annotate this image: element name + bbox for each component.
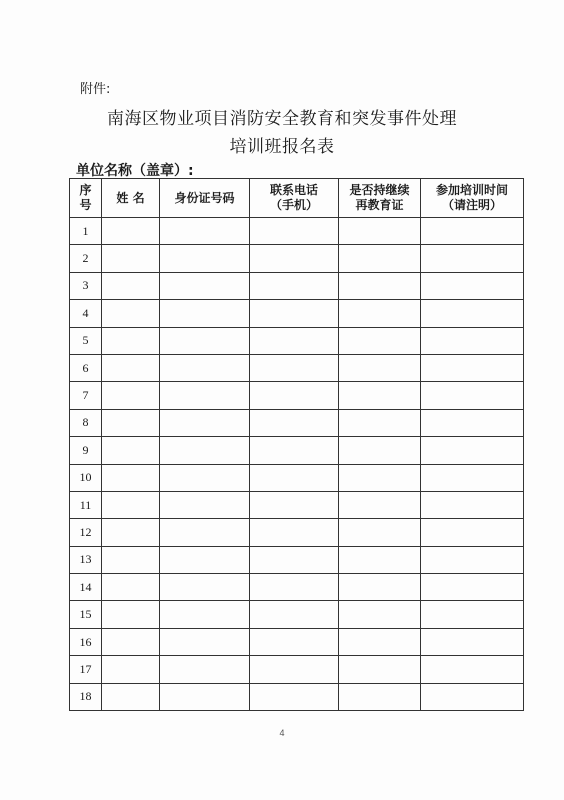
phone-cell[interactable] [250, 382, 339, 409]
header-text: 序 [79, 183, 92, 197]
name-cell[interactable] [102, 491, 160, 518]
row-number-cell: 6 [70, 354, 102, 381]
certificate-cell[interactable] [339, 382, 421, 409]
row-number-cell: 10 [70, 464, 102, 491]
name-cell[interactable] [102, 300, 160, 327]
certificate-cell[interactable] [339, 245, 421, 272]
id-number-cell[interactable] [160, 574, 250, 601]
header-phone [250, 179, 339, 218]
phone-cell[interactable] [250, 519, 339, 546]
phone-cell[interactable] [250, 409, 339, 436]
phone-cell[interactable] [250, 272, 339, 299]
row-number-cell: 11 [70, 491, 102, 518]
phone-cell[interactable] [250, 546, 339, 573]
row-number-cell: 14 [70, 574, 102, 601]
name-cell[interactable] [102, 683, 160, 710]
id-number-cell[interactable] [160, 491, 250, 518]
training-time-cell[interactable] [421, 683, 524, 710]
training-time-cell[interactable] [421, 437, 524, 464]
table-row [70, 683, 524, 710]
row-number-cell: 3 [70, 272, 102, 299]
certificate-cell[interactable] [339, 437, 421, 464]
training-time-cell[interactable] [421, 491, 524, 518]
id-number-cell[interactable] [160, 464, 250, 491]
certificate-cell[interactable] [339, 574, 421, 601]
id-number-cell[interactable] [160, 601, 250, 628]
training-time-cell[interactable] [421, 300, 524, 327]
registration-table [69, 178, 524, 711]
name-cell[interactable] [102, 656, 160, 683]
table-row [70, 464, 524, 491]
certificate-cell[interactable] [339, 546, 421, 573]
training-time-cell[interactable] [421, 245, 524, 272]
row-number-cell: 1 [70, 218, 102, 245]
id-number-cell[interactable] [160, 409, 250, 436]
table-header-row [70, 179, 524, 218]
name-cell[interactable] [102, 272, 160, 299]
certificate-cell[interactable] [339, 683, 421, 710]
certificate-cell[interactable] [339, 628, 421, 655]
table-row [70, 218, 524, 245]
table-row [70, 628, 524, 655]
training-time-cell[interactable] [421, 656, 524, 683]
name-cell[interactable] [102, 464, 160, 491]
certificate-cell[interactable] [339, 491, 421, 518]
table-row [70, 491, 524, 518]
training-time-cell[interactable] [421, 354, 524, 381]
table-row [70, 574, 524, 601]
phone-cell[interactable] [250, 245, 339, 272]
id-number-cell[interactable] [160, 218, 250, 245]
header-id-number [160, 179, 250, 218]
table-row [70, 300, 524, 327]
id-number-cell[interactable] [160, 300, 250, 327]
id-number-cell[interactable] [160, 382, 250, 409]
id-number-cell[interactable] [160, 683, 250, 710]
header-certificate [339, 179, 421, 218]
name-cell[interactable] [102, 245, 160, 272]
row-number-cell: 12 [70, 519, 102, 546]
row-number-cell: 18 [70, 683, 102, 710]
phone-cell[interactable] [250, 628, 339, 655]
certificate-cell[interactable] [339, 327, 421, 354]
training-time-cell[interactable] [421, 628, 524, 655]
row-number-cell: 4 [70, 300, 102, 327]
header-text: 联系电话 [269, 183, 318, 197]
table-row [70, 327, 524, 354]
id-number-cell[interactable] [160, 245, 250, 272]
header-serial-number [70, 179, 102, 218]
table-row [70, 656, 524, 683]
training-time-cell[interactable] [421, 601, 524, 628]
certificate-cell[interactable] [339, 656, 421, 683]
name-cell[interactable] [102, 574, 160, 601]
phone-cell[interactable] [250, 464, 339, 491]
header-text: 号 [79, 198, 92, 212]
row-number-cell: 9 [70, 437, 102, 464]
header-text: 再教育证 [355, 198, 404, 212]
certificate-cell[interactable] [339, 464, 421, 491]
name-cell[interactable] [102, 409, 160, 436]
name-cell[interactable] [102, 218, 160, 245]
id-number-cell[interactable] [160, 519, 250, 546]
table-row [70, 519, 524, 546]
attachment-label: 附件: [80, 82, 111, 97]
header-name [102, 179, 160, 218]
row-number-cell: 17 [70, 656, 102, 683]
header-text: 参加培训时间 [435, 183, 508, 197]
page-number: 4 [279, 728, 285, 738]
id-number-cell[interactable] [160, 656, 250, 683]
name-cell[interactable] [102, 628, 160, 655]
header-text: 是否持继续 [349, 183, 410, 197]
row-number-cell: 16 [70, 628, 102, 655]
training-time-cell[interactable] [421, 464, 524, 491]
id-number-cell[interactable] [160, 628, 250, 655]
unit-name-label: 单位名称（盖章）: [76, 163, 194, 179]
row-number-cell: 7 [70, 382, 102, 409]
phone-cell[interactable] [250, 656, 339, 683]
header-text: （请注明） [441, 198, 502, 212]
row-number-cell: 2 [70, 245, 102, 272]
training-time-cell[interactable] [421, 272, 524, 299]
certificate-cell[interactable] [339, 300, 421, 327]
row-number-cell: 8 [70, 409, 102, 436]
id-number-cell[interactable] [160, 354, 250, 381]
phone-cell[interactable] [250, 218, 339, 245]
name-cell[interactable] [102, 601, 160, 628]
certificate-cell[interactable] [339, 409, 421, 436]
name-cell[interactable] [102, 354, 160, 381]
certificate-cell[interactable] [339, 272, 421, 299]
row-number-cell: 13 [70, 546, 102, 573]
training-time-cell[interactable] [421, 327, 524, 354]
table-row [70, 601, 524, 628]
training-time-cell[interactable] [421, 218, 524, 245]
name-cell[interactable] [102, 327, 160, 354]
training-time-cell[interactable] [421, 519, 524, 546]
phone-cell[interactable] [250, 574, 339, 601]
table-row [70, 382, 524, 409]
id-number-cell[interactable] [160, 327, 250, 354]
header-text: 身份证号码 [174, 190, 235, 205]
name-cell[interactable] [102, 382, 160, 409]
certificate-cell[interactable] [339, 354, 421, 381]
certificate-cell[interactable] [339, 601, 421, 628]
table-row [70, 354, 524, 381]
name-cell[interactable] [102, 546, 160, 573]
row-number-cell: 5 [70, 327, 102, 354]
id-number-cell[interactable] [160, 546, 250, 573]
table-row [70, 546, 524, 573]
header-training-time [421, 179, 524, 218]
table-row [70, 437, 524, 464]
certificate-cell[interactable] [339, 519, 421, 546]
row-number-cell: 15 [70, 601, 102, 628]
certificate-cell[interactable] [339, 218, 421, 245]
table-body [70, 218, 524, 711]
phone-cell[interactable] [250, 601, 339, 628]
phone-cell[interactable] [250, 437, 339, 464]
training-time-cell[interactable] [421, 409, 524, 436]
training-time-cell[interactable] [421, 546, 524, 573]
table-row [70, 245, 524, 272]
header-text: 姓 名 [116, 190, 145, 205]
form-subtitle: 培训班报名表 [229, 137, 335, 157]
id-number-cell[interactable] [160, 272, 250, 299]
id-number-cell[interactable] [160, 437, 250, 464]
name-cell[interactable] [102, 519, 160, 546]
header-text: （手机） [269, 198, 318, 212]
name-cell[interactable] [102, 437, 160, 464]
phone-cell[interactable] [250, 300, 339, 327]
table-row [70, 272, 524, 299]
phone-cell[interactable] [250, 354, 339, 381]
phone-cell[interactable] [250, 491, 339, 518]
form-title: 南海区物业项目消防安全教育和突发事件处理 [107, 109, 457, 129]
phone-cell[interactable] [250, 327, 339, 354]
phone-cell[interactable] [250, 683, 339, 710]
training-time-cell[interactable] [421, 574, 524, 601]
table-row [70, 409, 524, 436]
training-time-cell[interactable] [421, 382, 524, 409]
